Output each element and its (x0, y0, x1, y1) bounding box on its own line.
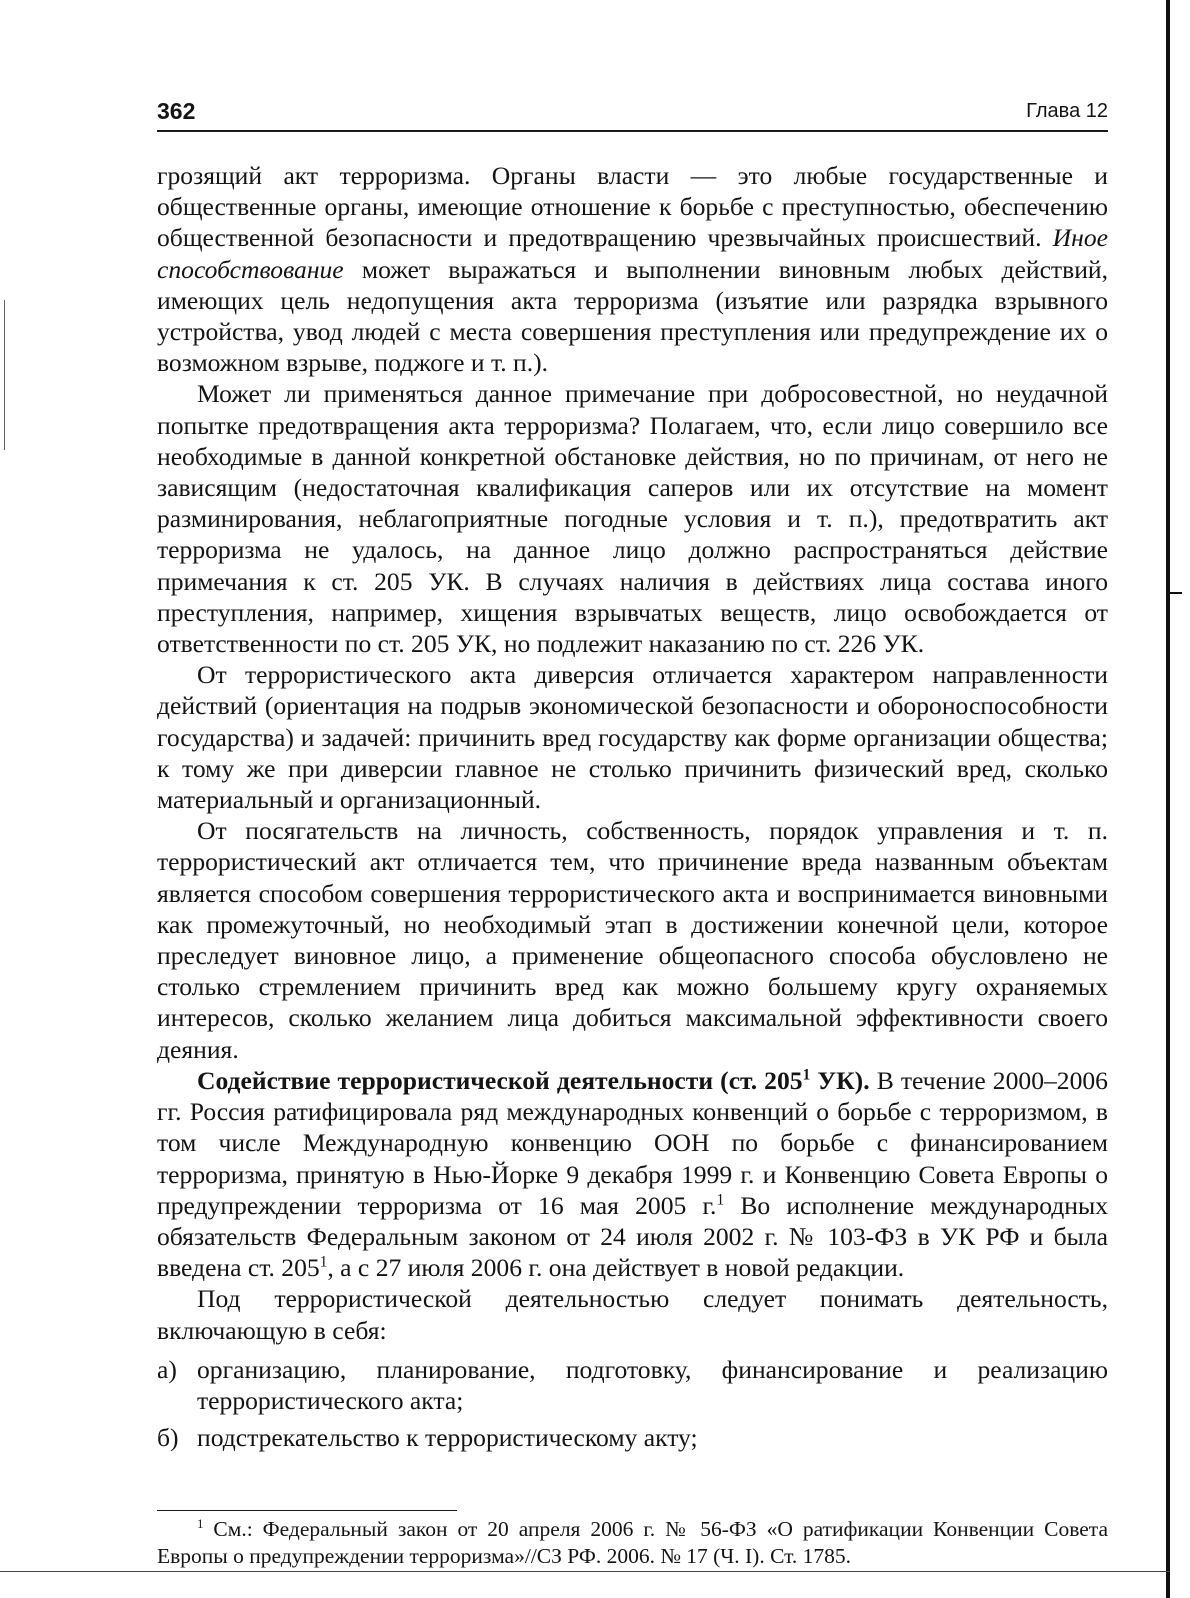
text-bold: Содействие террористической деятельности (ст. 205 (197, 1065, 803, 1095)
scan-right-edge (1166, 0, 1170, 1598)
list-marker: а) (157, 1354, 177, 1384)
text-run: Во исполнение международных обязательств Федеральным законом от 24 июля 2002 г. № 103-ФЗ в УК РФ и была введена ст. 205 (157, 1190, 1108, 1283)
list-item-text: организацию, планирование, подготовку, финансирование и реализацию террористического акта; (197, 1354, 1108, 1415)
running-head (157, 98, 1108, 132)
text-bold-sup: 1 (802, 1066, 811, 1084)
footnote-mark: 1 (197, 1516, 204, 1531)
list-item (157, 1354, 1108, 1416)
text-run: , а с 27 июля 2006 г. она действует в новой редакции. (327, 1253, 905, 1283)
paragraph (157, 378, 1108, 659)
text-run: В течение 2000–2006 гг. Россия ратифицировала ряд международных конвенций о борьбе с терроризмом, в том числе Международную конвенцию ООН по борьбе с финансированием терроризма, принятую в Нью-Йорке 9 декабря 1999 г. и Конвенцию Совета Европы о предупреждении терроризма от 16 мая 2005 г. (157, 1065, 1108, 1220)
footnote-separator (157, 1510, 457, 1511)
list-marker: б) (157, 1423, 179, 1453)
footnote (157, 1516, 1108, 1570)
text-italic: Иное способствование (157, 223, 1108, 284)
text-sup: 1 (716, 1191, 725, 1209)
text-run: может выражаться и выполнении виновным любых действий, имеющих цель недопущения акта терроризма (изъятие или разрядка взрывного устройства, увод людей с места совершения преступления или предупреждение их о возможном взрыве, поджоге и т. п.). (157, 254, 1108, 378)
enumerated-list (157, 1354, 1108, 1454)
scan-edge-tick (1166, 592, 1182, 594)
text-run: Может ли применяться данное примечание при добросовестной, но неудачной попытке предотвращения акта терроризма? Полагаем, что, если лицо совершило все необходимые в данной конкретной обстановке действия, но по причинам, от него не зависящим (недостаточная квалификация саперов или их отсутствие на момент разминирования, неблагоприятные погодные условия и т. п.), предотвратить акт терроризма не удалось, на данное лицо должно распространяться действие примечания к ст. 205 УК. В случаях наличия в действиях лица состава иного преступления, например, хищения взрывчатых веществ, лицо освобождается от ответственности по ст. 205 УК, но подлежит наказанию по ст. 226 УК. (157, 379, 1108, 659)
paragraph (157, 659, 1108, 815)
body-text (157, 160, 1108, 1459)
text-run: От посягательств на личность, собственность, порядок управления и т. п. террористический акт отличается тем, что причинение вреда названным объектам является способом совершения террористического акта и воспринимается виновными как промежуточный, но необходимый этап в достижении конечной цели, которое преследует виновное лицо, а применение общеопасного способа обусловлено не столько стремлением причинить вред как можно большему кругу охраняемых интересов, сколько желанием лица добиться максимальной эффективности своего деяния. (157, 816, 1108, 1064)
list-item-text: подстрекательство к террористическому акту; (197, 1423, 698, 1453)
page-number: 362 (157, 98, 196, 124)
scan-bottom-rule (0, 1571, 1170, 1572)
paragraph (157, 1065, 1108, 1283)
chapter-label: Глава 12 (1026, 100, 1108, 122)
footnote-body: См.: Федеральный закон от 20 апреля 2006 г. № 56-ФЗ «О ратификации Конвенции Совета Европы о предупреждении терроризма»//СЗ РФ. 2006. № 17 (Ч. I). Ст. 1785. (157, 1517, 1108, 1568)
text-bold: УК). (810, 1065, 870, 1095)
scan-left-edge (4, 300, 5, 450)
footnote-text (157, 1516, 1108, 1570)
paragraph (157, 815, 1108, 1065)
list-item (157, 1422, 1108, 1453)
text-run: грозящий акт терроризма. Органы власти — это любые государственные и общественные органы, имеющие отношение к борьбе с преступностью, обеспечению общественной безопасности и предотвращению чрезвычайных происшествий. (157, 161, 1108, 253)
paragraph (157, 160, 1108, 378)
paragraph (157, 1283, 1108, 1345)
text-run: Под террористической деятельностью следует понимать деятельность, включающую в себя: (157, 1284, 1108, 1345)
text-sup: 1 (319, 1253, 328, 1271)
text-run: От террористического акта диверсия отличается характером направленности действий (ориентация на подрыв экономической безопасности и обороноспособности государства) и задачей: причинить вред государству как форме организации общества; к тому же при диверсии главное не столько причинить физический вред, сколько материальный и организационный. (157, 660, 1108, 815)
